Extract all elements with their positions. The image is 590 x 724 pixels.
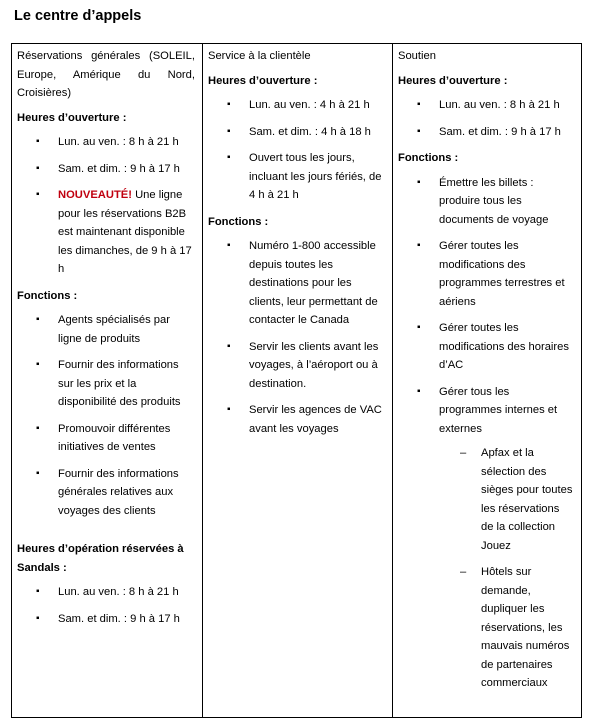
functions-label: Fonctions : (398, 152, 459, 164)
list-item: ▪ Promouvoir différentes initiatives de ventes (17, 420, 195, 457)
sandals-hours-label: Heures d’opération réservées à Sandals : (17, 543, 184, 574)
sub-list-item: – Hôtels sur demande, dupliquer les réservations, les mauvais numéros de partenaires commerciaux (439, 563, 574, 693)
hours-list (208, 96, 385, 205)
list-item: ▪ Sam. et dim. : 9 h à 17 h (17, 610, 195, 629)
hours-list (398, 96, 574, 141)
list-item: ▪ Lun. au ven. : 8 h à 21 h (17, 583, 195, 602)
hours-label: Heures d’ouverture : (17, 111, 127, 124)
list-item: ▪ Fournir des informations générales relatives aux voyages des clients (17, 465, 195, 521)
page-title: Le centre d’appels (14, 8, 142, 24)
list-item: ▪ Numéro 1-800 accessible depuis toutes les destinations pour les clients, leur permettant de contacter le Canada (208, 237, 385, 330)
hours-list (17, 133, 195, 279)
hours-label: Heures d’ouverture : (208, 74, 318, 87)
functions-list (208, 237, 385, 438)
list-item: ▪ Ouvert tous les jours, incluant les jours fériés, de 4 h à 21 h (208, 149, 385, 205)
list-item: ▪ Lun. au ven. : 4 h à 21 h (208, 96, 385, 115)
list-item: ▪ Sam. et dim. : 4 h à 18 h (208, 123, 385, 142)
column-heading: Soutien (398, 50, 436, 62)
list-item: ▪ Servir les clients avant les voyages, à l’aéroport ou à destination. (208, 338, 385, 394)
sub-functions-list (439, 444, 574, 693)
functions-list (398, 174, 574, 693)
column-reservations (12, 44, 203, 718)
news-item (17, 186, 195, 279)
functions-label: Fonctions : (208, 215, 269, 228)
column-heading: Réservations générales (SOLEIL, Europe, Amérique du Nord, Croisières) (17, 50, 195, 99)
list-item: ▪ Gérer toutes les modifications des programmes terrestres et aériens (398, 237, 574, 311)
column-support (393, 44, 582, 718)
list-item: ▪ Lun. au ven. : 8 h à 21 h (17, 133, 195, 152)
list-item: ▪ Sam. et dim. : 9 h à 17 h (17, 160, 195, 179)
call-centre-table (11, 43, 582, 718)
list-item: ▪ Fournir des informations sur les prix et la disponibilité des produits (17, 356, 195, 412)
list-item (398, 383, 574, 693)
list-item-label: Gérer tous les programmes internes et externes (439, 385, 558, 435)
news-tag: NOUVEAUTÉ! (58, 189, 132, 201)
list-item: ▪ Lun. au ven. : 8 h à 21 h (398, 96, 574, 115)
hours-label: Heures d’ouverture : (398, 74, 508, 87)
list-item: ▪ Sam. et dim. : 9 h à 17 h (398, 123, 574, 142)
sub-list-item: – Apfax et la sélection des sièges pour toutes les réservations de la collection Jouez (439, 444, 574, 555)
list-item: ▪ Émettre les billets : produire tous les documents de voyage (398, 174, 574, 230)
list-item: ▪ Gérer toutes les modifications des horaires d’AC (398, 319, 574, 375)
sandals-hours-list (17, 583, 195, 628)
functions-list (17, 311, 195, 520)
functions-label: Fonctions : (17, 289, 78, 302)
list-item: ▪ Servir les agences de VAC avant les voyages (208, 401, 385, 438)
column-customer-service (203, 44, 393, 718)
column-heading: Service à la clientèle (208, 50, 311, 62)
news-text: Une ligne pour les réservations B2B est maintenant disponible les dimanches, de 9 h à 17 h (58, 189, 192, 275)
list-item: ▪ Agents spécialisés par ligne de produits (17, 311, 195, 348)
